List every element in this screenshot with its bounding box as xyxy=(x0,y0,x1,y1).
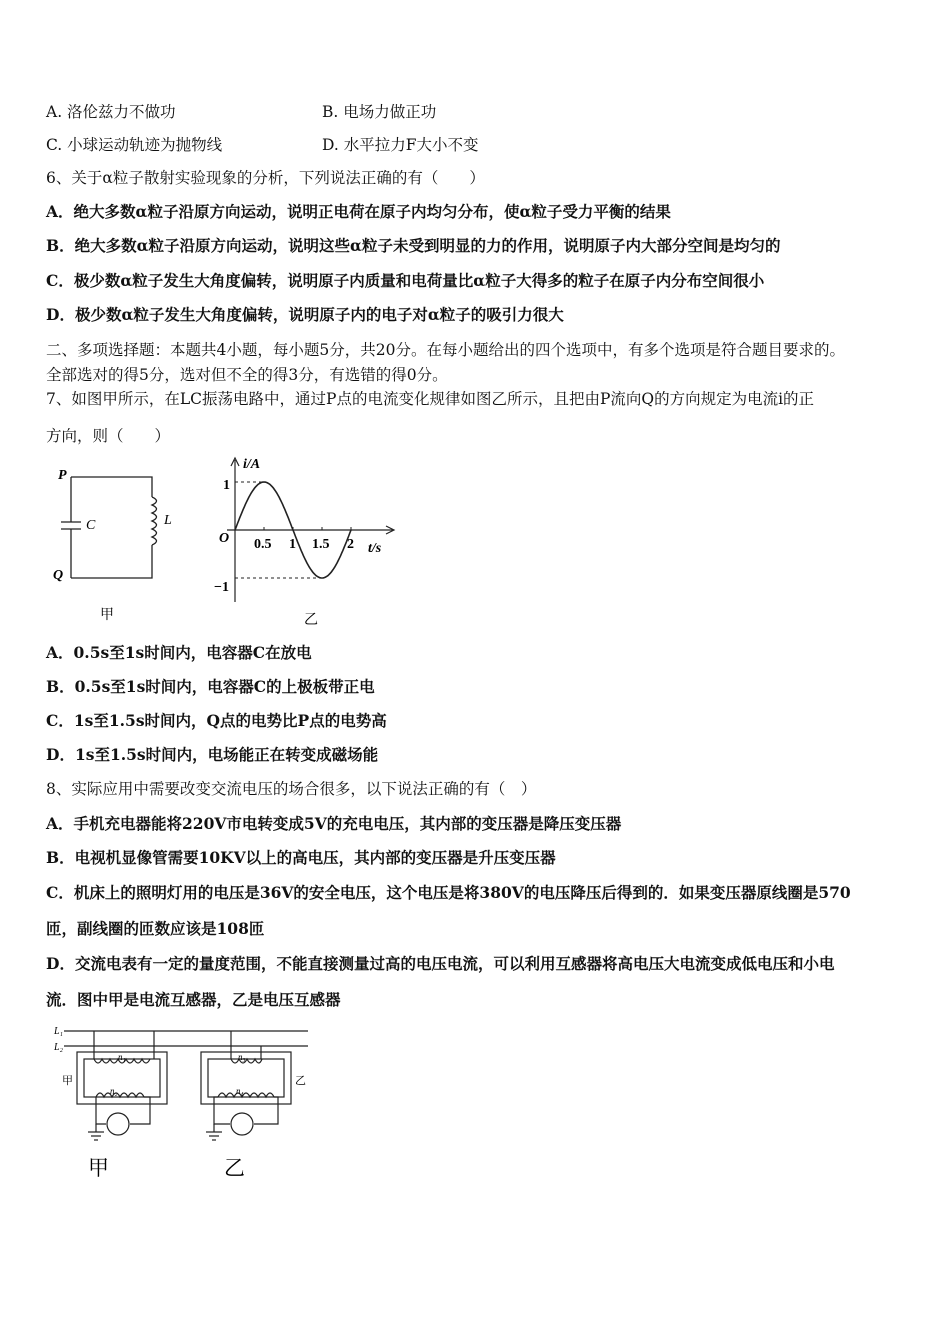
q6-option-a: A．绝大多数α粒子沿原方向运动，说明正电荷在原子内均匀分布，使α粒子受力平衡的结果 xyxy=(46,202,671,221)
label-q: Q xyxy=(53,568,64,583)
current-time-graph xyxy=(205,452,400,630)
q7-option-c: C．1s至1.5s时间内，Q点的电势比P点的电势高 xyxy=(46,711,387,730)
x-tick-label: 1 xyxy=(289,537,296,552)
y-tick-neg: −1 xyxy=(214,580,229,595)
q5-option-c: C. 小球运动轨迹为抛物线 xyxy=(46,136,223,154)
caption-yi-large: 乙 xyxy=(224,1156,245,1180)
caption-yi: 乙 xyxy=(304,613,318,628)
q6-option-c: C．极少数α粒子发生大角度偏转，说明原子内质量和电荷量比α粒子大得多的粒子在原子内分布空间很小 xyxy=(46,271,765,290)
q8-option-b: B．电视机显像管需要10KV以上的高电压，其内部的变压器是升压变压器 xyxy=(46,848,556,867)
meter-yi xyxy=(231,1113,253,1135)
meter-jia xyxy=(107,1113,129,1135)
q8-option-c-line2: 匝，副线圈的匝数应该是108匝 xyxy=(46,919,265,938)
q5-option-b: B. 电场力做正功 xyxy=(322,103,437,121)
y-axis-label: i/A xyxy=(243,457,261,472)
y-tick-pos: 1 xyxy=(223,478,230,493)
instrument-transformer-figure xyxy=(46,1022,316,1187)
x-tick-label: 0.5 xyxy=(254,537,272,552)
lc-circuit-figure xyxy=(46,455,196,630)
q6-option-b: B．绝大多数α粒子沿原方向运动，说明这些α粒子未受到明显的力的作用，说明原子内大部分空间是均匀的 xyxy=(46,236,781,255)
label-n2: n₂ xyxy=(110,1086,118,1096)
q7-option-a: A．0.5s至1s时间内，电容器C在放电 xyxy=(46,643,312,662)
q8-option-a: A．手机充电器能将220V市电转变成5V的充电电压，其内部的变压器是降压变压器 xyxy=(46,814,622,833)
coil-n2 xyxy=(96,1093,144,1097)
q5-option-d: D. 水平拉力F大小不变 xyxy=(322,136,479,154)
label-n1: n₁ xyxy=(118,1052,126,1062)
inductor-coil xyxy=(152,497,157,545)
q7-option-d: D．1s至1.5s时间内，电场能正在转变成磁场能 xyxy=(46,745,379,764)
origin-label: O xyxy=(219,531,230,546)
label-l1: L₁ xyxy=(54,1026,64,1037)
label-n4: n₄ xyxy=(236,1086,244,1096)
q7-stem-line1: 7、如图甲所示，在LC振荡电路中，通过P点的电流变化规律如图乙所示，且把由P流向Q的方向规定为电流i的正 xyxy=(46,390,815,408)
x-axis-label: t/s xyxy=(368,541,382,556)
q5-option-a: A. 洛伦兹力不做功 xyxy=(46,103,176,121)
q7-option-b: B．0.5s至1s时间内，电容器C的上极板带正电 xyxy=(46,677,375,696)
side-label-jia: 甲 xyxy=(62,1075,73,1087)
caption-jia: 甲 xyxy=(100,608,114,623)
q6-option-d: D．极少数α粒子发生大角度偏转，说明原子内的电子对α粒子的吸引力很大 xyxy=(46,305,564,324)
q8-stem: 8、实际应用中需要改变交流电压的场合很多，以下说法正确的有（ ） xyxy=(46,780,537,798)
label-n3: n₃ xyxy=(238,1052,246,1062)
label-p: P xyxy=(58,468,67,483)
core-yi-inner xyxy=(208,1059,284,1097)
label-l: L xyxy=(164,513,172,528)
caption-jia-large: 甲 xyxy=(88,1156,109,1180)
x-tick-label: 1.5 xyxy=(312,537,330,552)
q8-option-c-line1: C．机床上的照明灯用的电压是36V的安全电压，这个电压是将380V的电压降压后得到的．如果变压器原线圈是570 xyxy=(46,883,851,902)
label-c: C xyxy=(86,518,96,533)
q8-option-d-line2: 流．图中甲是电流互感器，乙是电压互感器 xyxy=(46,990,341,1009)
q8-option-d-line1: D．交流电表有一定的量度范围，不能直接测量过高的电压电流，可以利用互感器将高电压大电流变成低电压和小电 xyxy=(46,954,835,973)
label-l2: L₂ xyxy=(54,1042,64,1053)
q6-stem: 6、关于α粒子散射实验现象的分析，下列说法正确的有（ ） xyxy=(46,169,485,187)
section2-line1: 二、多项选择题：本题共4小题，每小题5分，共20分。在每小题给出的四个选项中，有多个选项是符合题目要求的。 xyxy=(46,341,845,359)
core-jia-inner xyxy=(84,1059,160,1097)
q7-stem-line2: 方向，则（ ） xyxy=(46,427,171,445)
x-tick-label: 2 xyxy=(347,537,354,552)
side-label-yi: 乙 xyxy=(295,1075,306,1087)
section2-line2: 全部选对的得5分，选对但不全的得3分，有选错的得0分。 xyxy=(46,366,448,384)
